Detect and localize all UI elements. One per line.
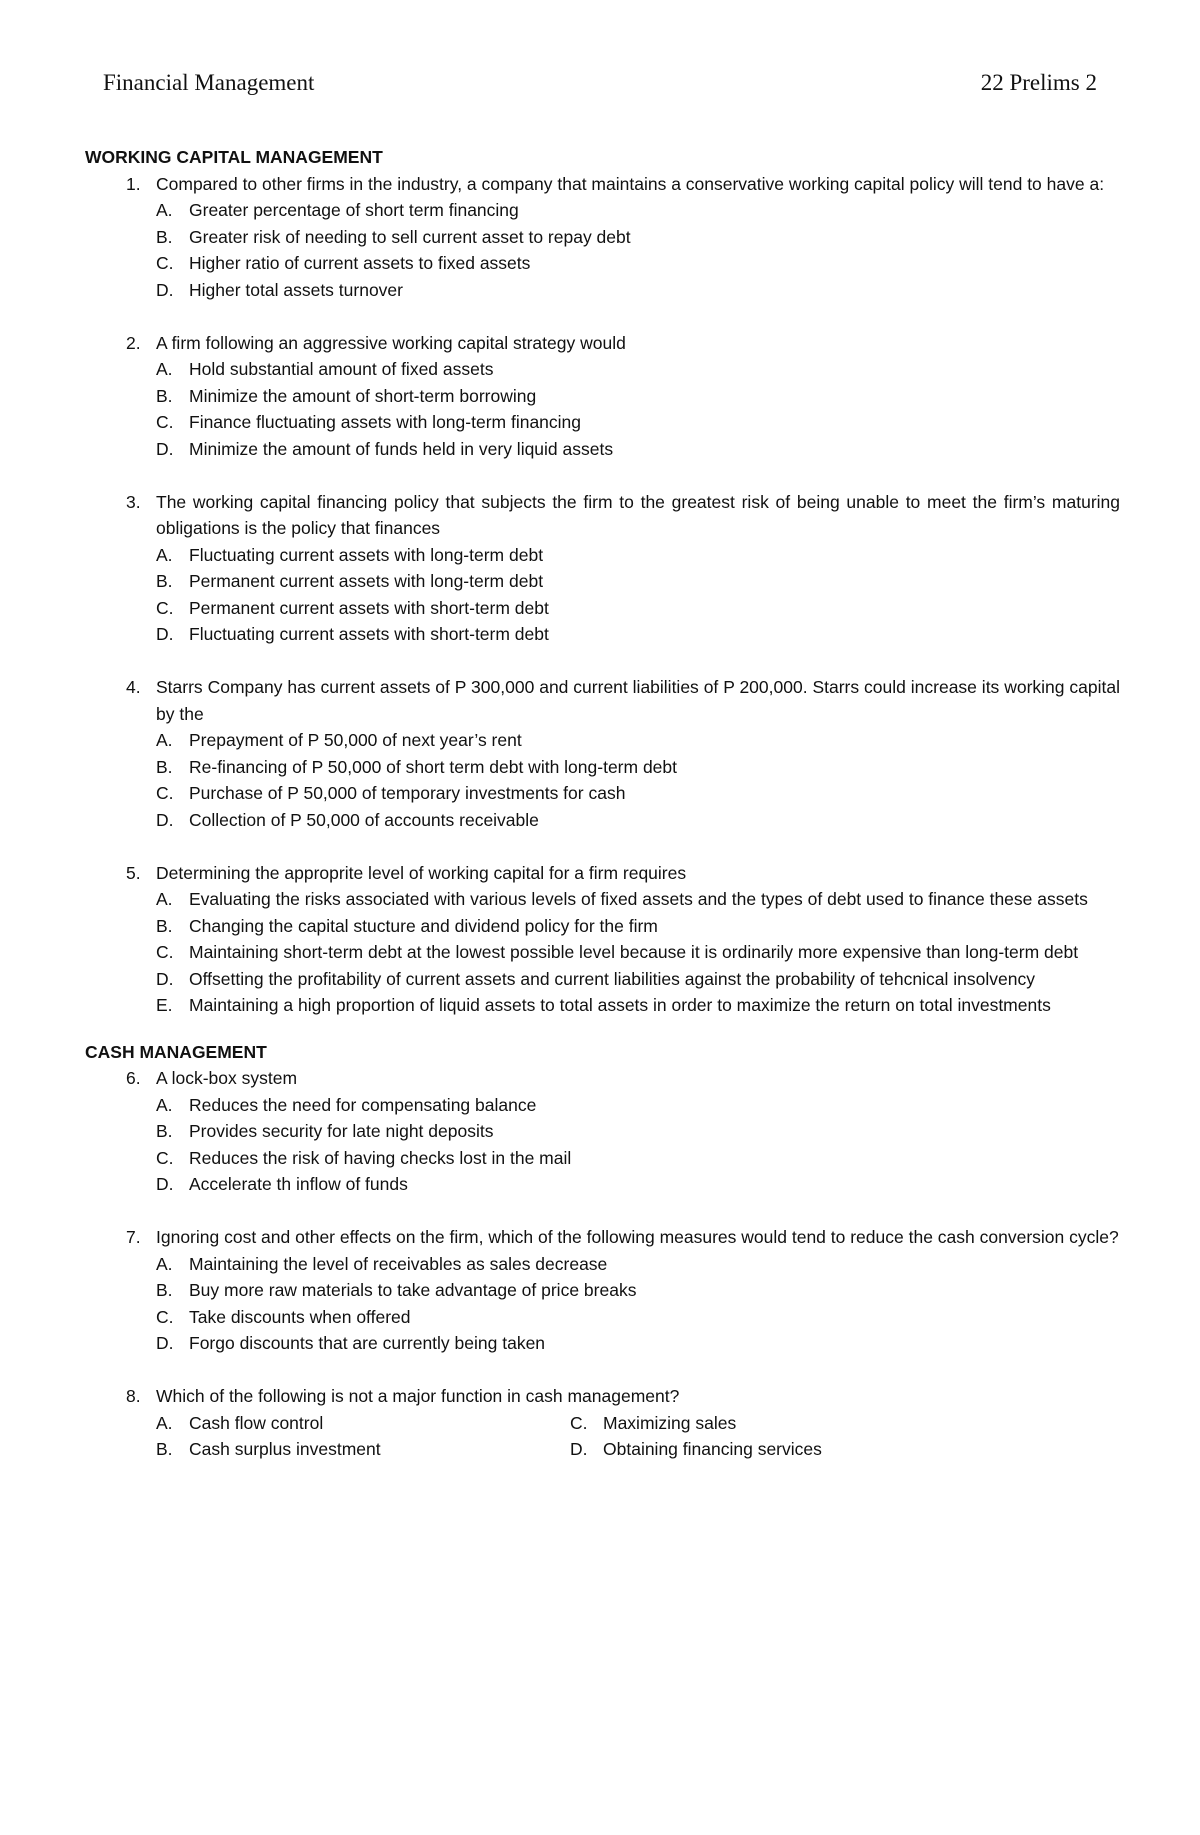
option-text: Evaluating the risks associated with various levels of fixed assets and the types of debt used to finance these assets <box>189 889 1088 909</box>
answer-option <box>85 1092 1120 1119</box>
option-text: Greater risk of needing to sell current asset to repay debt <box>189 226 631 247</box>
answer-option <box>85 356 1120 383</box>
option-text: Purchase of P 50,000 of temporary investments for cash <box>189 783 626 803</box>
question-number: 7. <box>126 1227 141 1247</box>
question-item <box>85 171 1120 304</box>
question-stem <box>85 489 1120 542</box>
option-letter: A. <box>156 730 173 750</box>
option-text: Provides security for late night deposits <box>189 1121 494 1141</box>
option-letter: D. <box>156 624 174 644</box>
question-number: 4. <box>126 677 141 697</box>
option-text: Cash flow control <box>189 1412 324 1433</box>
question-number: 6. <box>126 1068 141 1088</box>
option-letter: D. <box>156 809 174 830</box>
option-text: Permanent current assets with long-term debt <box>189 571 544 591</box>
header-exam-label: 22 Prelims 2 <box>980 70 1097 95</box>
option-letter: B. <box>156 915 173 936</box>
option-letter: A. <box>156 1253 173 1274</box>
option-letter: E. <box>156 995 173 1015</box>
option-text: Permanent current assets with short-term debt <box>189 597 549 618</box>
question-text: Determining the approprite level of working capital for a firm requires <box>156 862 687 883</box>
option-letter: C. <box>156 942 174 962</box>
option-text: Collection of P 50,000 of accounts receivable <box>189 809 539 830</box>
question-item <box>85 1065 1120 1198</box>
question-item <box>85 1224 1120 1357</box>
option-text: Buy more raw materials to take advantage of price breaks <box>189 1280 637 1300</box>
question-number: 5. <box>126 862 141 883</box>
option-letter: C. <box>570 1412 588 1433</box>
option-letter: B. <box>156 1439 173 1459</box>
option-text: Minimize the amount of funds held in very liquid assets <box>189 438 614 459</box>
question-item <box>85 674 1120 833</box>
option-text: Obtaining financing services <box>603 1439 822 1459</box>
option-letter: A. <box>156 359 173 379</box>
question-text: A firm following an aggressive working capital strategy would <box>156 332 626 353</box>
option-letter: B. <box>156 385 173 406</box>
option-letter: D. <box>156 1333 174 1353</box>
option-text: Changing the capital stucture and dividend policy for the firm <box>189 915 658 936</box>
answer-option <box>85 595 1120 622</box>
question-stem <box>85 674 1120 727</box>
option-letter: D. <box>156 279 174 300</box>
question-number: 3. <box>126 491 141 512</box>
question-text: The working capital financing policy that subjects the firm to the greatest risk of being unable to meet the firm’s maturing obligations is the policy that finances <box>156 491 1120 538</box>
option-letter: C. <box>156 412 174 432</box>
option-letter: A. <box>156 200 173 220</box>
option-letter: C. <box>156 1306 174 1327</box>
answer-option <box>85 966 1120 993</box>
answer-option <box>85 807 1120 834</box>
option-text: Offsetting the profitability of current assets and current liabilities against the probability of tehcnical insolvency <box>189 968 1035 989</box>
question-stem <box>85 1065 1120 1092</box>
option-text: Accelerate th inflow of funds <box>189 1174 408 1194</box>
option-text: Finance fluctuating assets with long-term financing <box>189 412 582 432</box>
answer-option <box>85 1436 570 1463</box>
option-text: Fluctuating current assets with long-term debt <box>189 544 544 565</box>
option-letter: D. <box>156 968 174 989</box>
option-letter: A. <box>156 889 173 909</box>
answer-option <box>85 1277 1120 1304</box>
option-letter: C. <box>156 1147 174 1168</box>
answer-option <box>85 250 1120 277</box>
question-item <box>85 489 1120 648</box>
answer-option <box>85 277 1120 304</box>
answer-option <box>85 992 1120 1019</box>
section-title: WORKING CAPITAL MANAGEMENT <box>85 147 383 167</box>
option-letter: B. <box>156 756 173 777</box>
option-letter: A. <box>156 1094 173 1115</box>
option-text: Hold substantial amount of fixed assets <box>189 359 494 379</box>
question-stem <box>85 1224 1120 1251</box>
option-text: Forgo discounts that are currently being taken <box>189 1333 546 1353</box>
option-text: Reduces the risk of having checks lost in the mail <box>189 1147 572 1168</box>
answer-option <box>85 436 1120 463</box>
answer-options-grid <box>85 1410 1120 1463</box>
question-text: Which of the following is not a major function in cash management? <box>156 1386 680 1406</box>
option-letter: B. <box>156 1121 173 1141</box>
answer-option <box>85 1171 1120 1198</box>
question-item <box>85 860 1120 1019</box>
option-text: Prepayment of P 50,000 of next year’s rent <box>189 730 522 750</box>
option-text: Maintaining the level of receivables as sales decrease <box>189 1253 608 1274</box>
option-text: Higher total assets turnover <box>189 279 403 300</box>
answer-option <box>85 568 1120 595</box>
answer-option <box>85 383 1120 410</box>
answer-option <box>85 1410 570 1437</box>
option-text: Maximizing sales <box>603 1412 737 1433</box>
option-letter: C. <box>156 253 174 273</box>
question-stem <box>85 330 1120 357</box>
question-number: 1. <box>126 173 141 194</box>
option-text: Re-financing of P 50,000 of short term debt with long-term debt <box>189 756 678 777</box>
option-letter: C. <box>156 597 174 618</box>
option-letter: C. <box>156 783 174 803</box>
answer-option <box>570 1410 1120 1437</box>
option-text: Cash surplus investment <box>189 1439 381 1459</box>
answer-option <box>85 1118 1120 1145</box>
answer-option <box>85 542 1120 569</box>
answer-option <box>570 1436 1120 1463</box>
option-text: Maintaining short-term debt at the lowest possible level because it is ordinarily more expensive than long-term debt <box>189 942 1079 962</box>
question-text: Ignoring cost and other effects on the firm, which of the following measures would tend to reduce the cash conversion cycle? <box>156 1227 1119 1247</box>
option-letter: B. <box>156 571 173 591</box>
question-number: 8. <box>126 1386 141 1406</box>
answer-option <box>85 1251 1120 1278</box>
answer-option <box>85 1330 1120 1357</box>
option-text: Take discounts when offered <box>189 1306 411 1327</box>
answer-option <box>85 197 1120 224</box>
question-text: Compared to other firms in the industry, a company that maintains a conservative working capital policy will tend to have a: <box>156 173 1105 194</box>
answer-option <box>85 409 1120 436</box>
option-letter: B. <box>156 226 173 247</box>
answer-option <box>85 780 1120 807</box>
question-stem <box>85 1383 1120 1410</box>
answer-option <box>85 1145 1120 1172</box>
question-stem <box>85 171 1120 198</box>
option-text: Higher ratio of current assets to fixed assets <box>189 253 531 273</box>
answer-option <box>85 913 1120 940</box>
answer-option <box>85 754 1120 781</box>
answer-option <box>85 939 1120 966</box>
answer-option <box>85 224 1120 251</box>
page-header <box>103 70 1097 96</box>
option-text: Maintaining a high proportion of liquid assets to total assets in order to maximize the return on total investments <box>189 995 1051 1015</box>
document-body <box>85 144 1120 1463</box>
question-stem <box>85 860 1120 887</box>
option-text: Greater percentage of short term financing <box>189 200 519 220</box>
question-item <box>85 330 1120 463</box>
question-text: A lock-box system <box>156 1068 298 1088</box>
answer-option <box>85 727 1120 754</box>
option-letter: D. <box>156 438 174 459</box>
question-text: Starrs Company has current assets of P 300,000 and current liabilities of P 200,000. Starrs could increase its working capital by the <box>156 677 1120 724</box>
section-title: CASH MANAGEMENT <box>85 1041 267 1062</box>
answer-option <box>85 621 1120 648</box>
question-item <box>85 1383 1120 1463</box>
question-number: 2. <box>126 332 141 353</box>
option-text: Fluctuating current assets with short-term debt <box>189 624 549 644</box>
option-text: Minimize the amount of short-term borrowing <box>189 385 537 406</box>
option-text: Reduces the need for compensating balance <box>189 1094 537 1115</box>
option-letter: B. <box>156 1280 173 1300</box>
option-letter: D. <box>156 1174 174 1194</box>
header-course-title: Financial Management <box>103 70 315 95</box>
answer-option <box>85 886 1120 913</box>
answer-option <box>85 1304 1120 1331</box>
option-letter: D. <box>570 1439 588 1459</box>
option-letter: A. <box>156 1412 173 1433</box>
option-letter: A. <box>156 544 173 565</box>
